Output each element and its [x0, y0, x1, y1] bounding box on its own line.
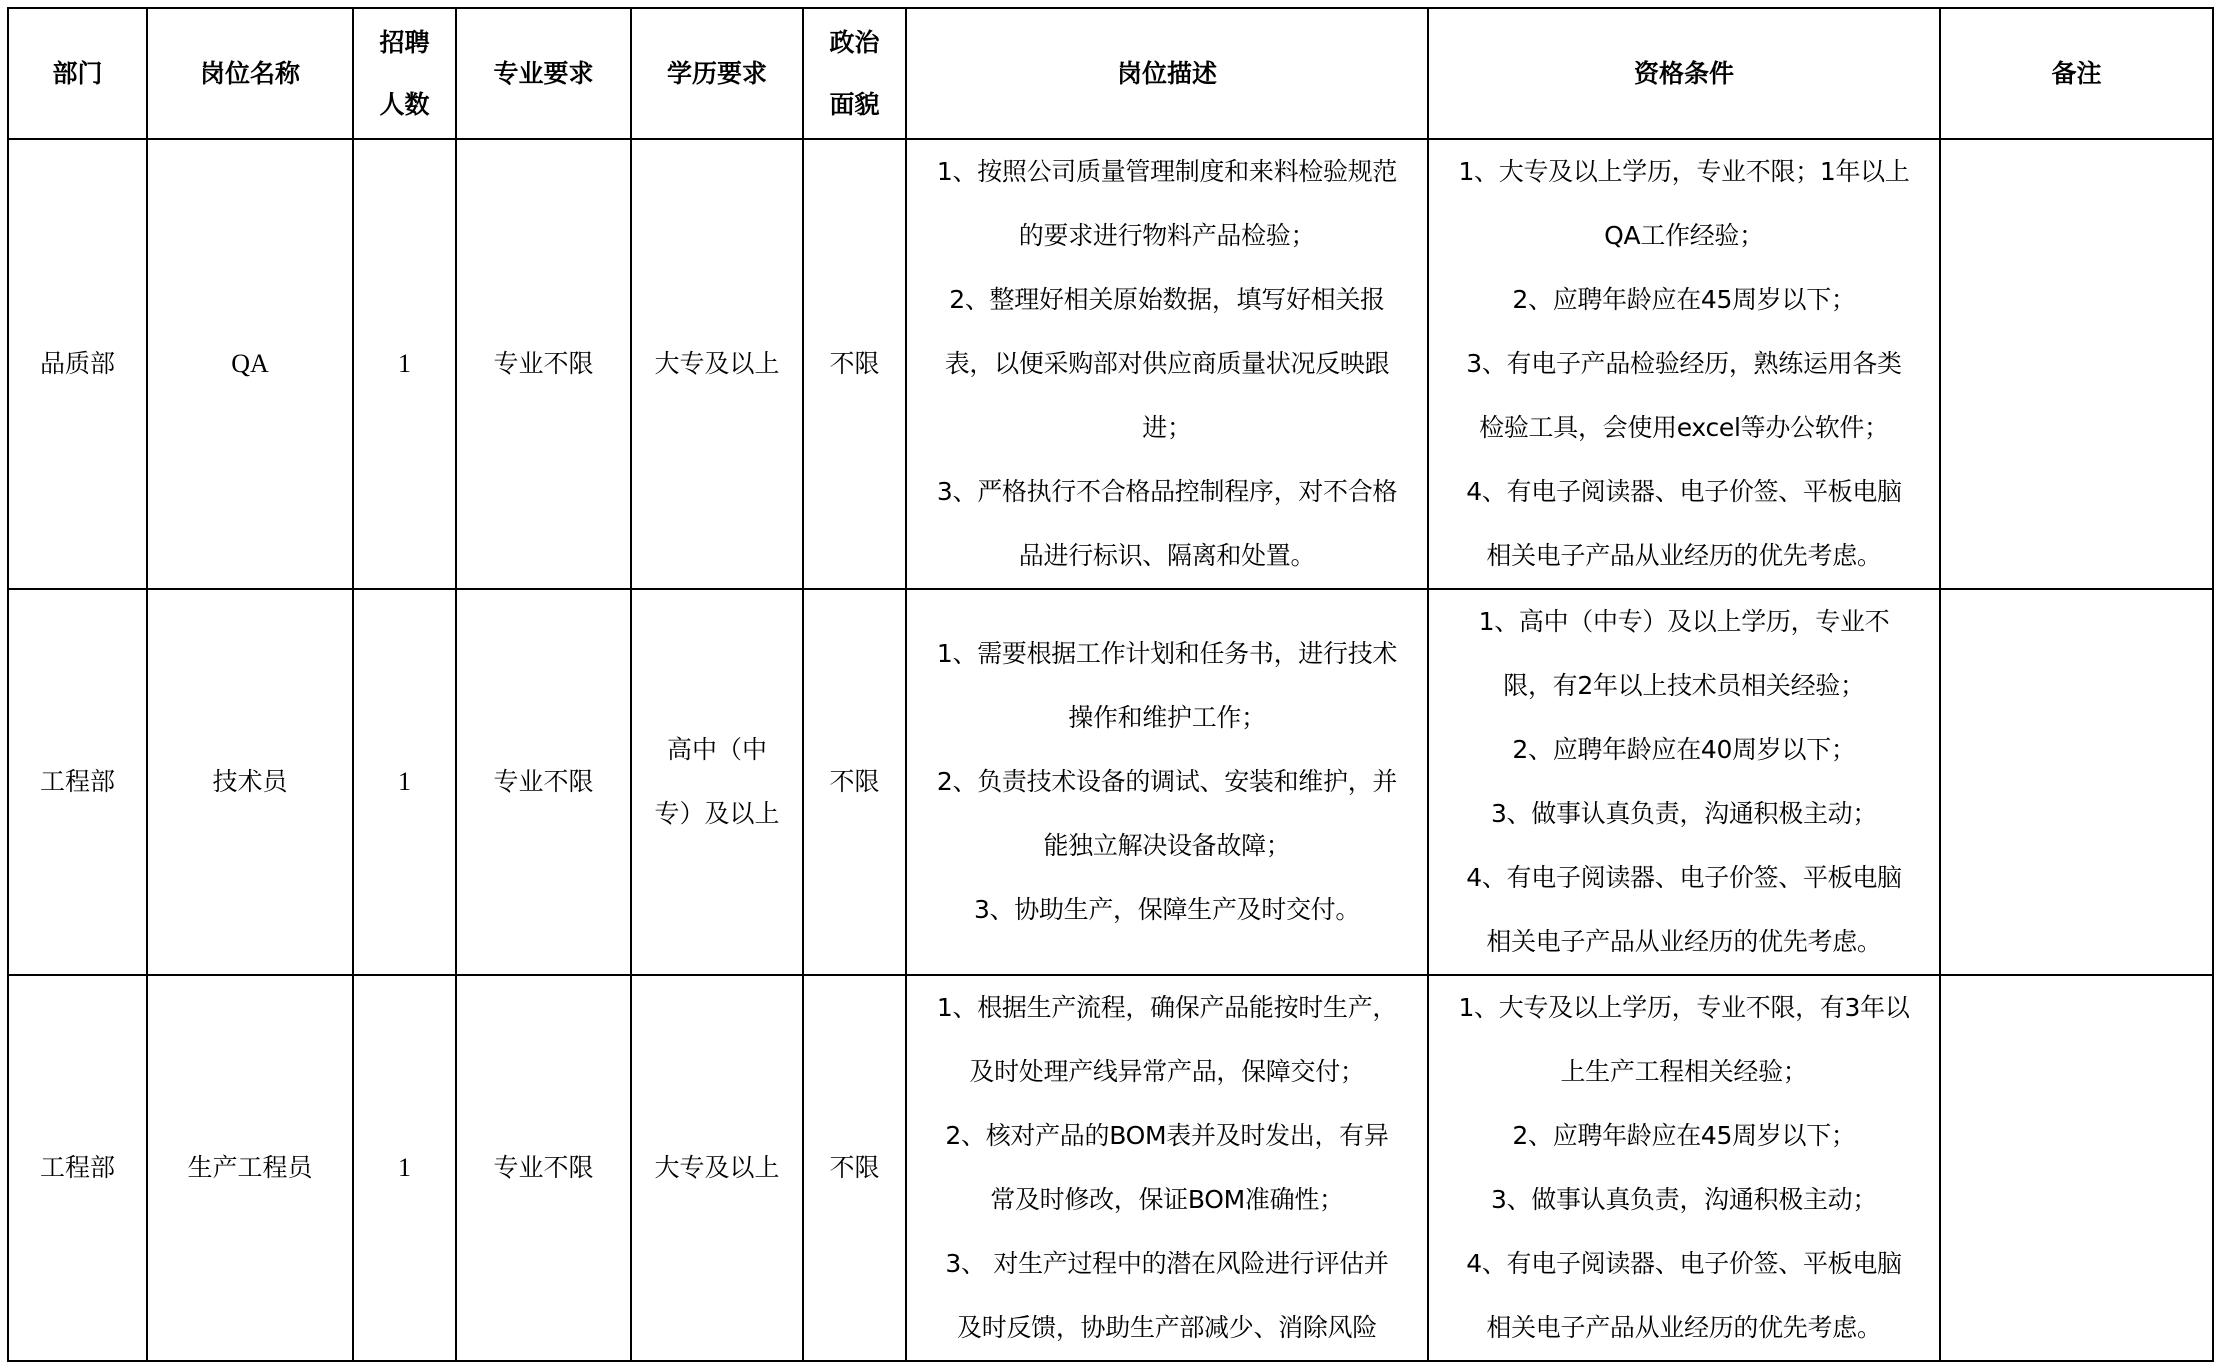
cell-remarks: [1940, 139, 2213, 589]
table-header-row: [8, 8, 2213, 139]
cell-department: 工程部: [8, 589, 147, 975]
cell-description: 1、根据生产流程，确保产品能按时生产， 及时处理产线异常产品，保障交付； 2、核对产品的BOM表并及时发出，有异 常及时修改，保证BOM准确性； 3、 对生产过程中的潜在风险进行评估并 及时反馈，协助生产部减少、消除风险: [906, 975, 1428, 1361]
header-political-status: 政治 面貌: [803, 8, 906, 139]
header-remarks: 备注: [1940, 8, 2213, 139]
cell-political-status: 不限: [803, 139, 906, 589]
cell-major: 专业不限: [456, 589, 631, 975]
header-position: 岗位名称: [147, 8, 353, 139]
header-department: 部门: [8, 8, 147, 139]
cell-description: 1、按照公司质量管理制度和来料检验规范 的要求进行物料产品检验； 2、整理好相关原始数据，填写好相关报 表，以便采购部对供应商质量状况反映跟 进； 3、严格执行不合格品控制程序，对不合格 品进行标识、隔离和处置。: [906, 139, 1428, 589]
cell-position: QA: [147, 139, 353, 589]
cell-political-status: 不限: [803, 589, 906, 975]
cell-position: 技术员: [147, 589, 353, 975]
cell-department: 工程部: [8, 975, 147, 1361]
cell-headcount: 1: [353, 589, 456, 975]
cell-remarks: [1940, 589, 2213, 975]
header-major: 专业要求: [456, 8, 631, 139]
cell-department: 品质部: [8, 139, 147, 589]
table-row: [8, 139, 2213, 589]
cell-major: 专业不限: [456, 975, 631, 1361]
cell-position: 生产工程员: [147, 975, 353, 1361]
header-description: 岗位描述: [906, 8, 1428, 139]
cell-political-status: 不限: [803, 975, 906, 1361]
cell-qualifications: 1、大专及以上学历，专业不限，有3年以 上生产工程相关经验； 2、应聘年龄应在45周岁以下； 3、做事认真负责，沟通积极主动； 4、有电子阅读器、电子价签、平板电脑 相关电子产品从业经历的优先考虑。: [1428, 975, 1940, 1361]
cell-qualifications: 1、高中（中专）及以上学历，专业不 限，有2年以上技术员相关经验； 2、应聘年龄应在40周岁以下； 3、做事认真负责，沟通积极主动； 4、有电子阅读器、电子价签、平板电脑 相关电子产品从业经历的优先考虑。: [1428, 589, 1940, 975]
cell-headcount: 1: [353, 139, 456, 589]
cell-description: 1、需要根据工作计划和任务书，进行技术 操作和维护工作； 2、负责技术设备的调试、安装和维护，并 能独立解决设备故障； 3、协助生产，保障生产及时交付。: [906, 589, 1428, 975]
table-row: [8, 589, 2213, 975]
recruitment-table: [7, 7, 2214, 1362]
header-education: 学历要求: [631, 8, 803, 139]
cell-major: 专业不限: [456, 139, 631, 589]
header-headcount: 招聘 人数: [353, 8, 456, 139]
cell-education: 高中（中 专）及以上: [631, 589, 803, 975]
cell-remarks: [1940, 975, 2213, 1361]
cell-headcount: 1: [353, 975, 456, 1361]
table-row: [8, 975, 2213, 1361]
cell-qualifications: 1、大专及以上学历，专业不限；1年以上 QA工作经验； 2、应聘年龄应在45周岁以下； 3、有电子产品检验经历，熟练运用各类 检验工具，会使用excel等办公软件； 4、有电子阅读器、电子价签、平板电脑 相关电子产品从业经历的优先考虑。: [1428, 139, 1940, 589]
header-qualifications: 资格条件: [1428, 8, 1940, 139]
cell-education: 大专及以上: [631, 975, 803, 1361]
cell-education: 大专及以上: [631, 139, 803, 589]
